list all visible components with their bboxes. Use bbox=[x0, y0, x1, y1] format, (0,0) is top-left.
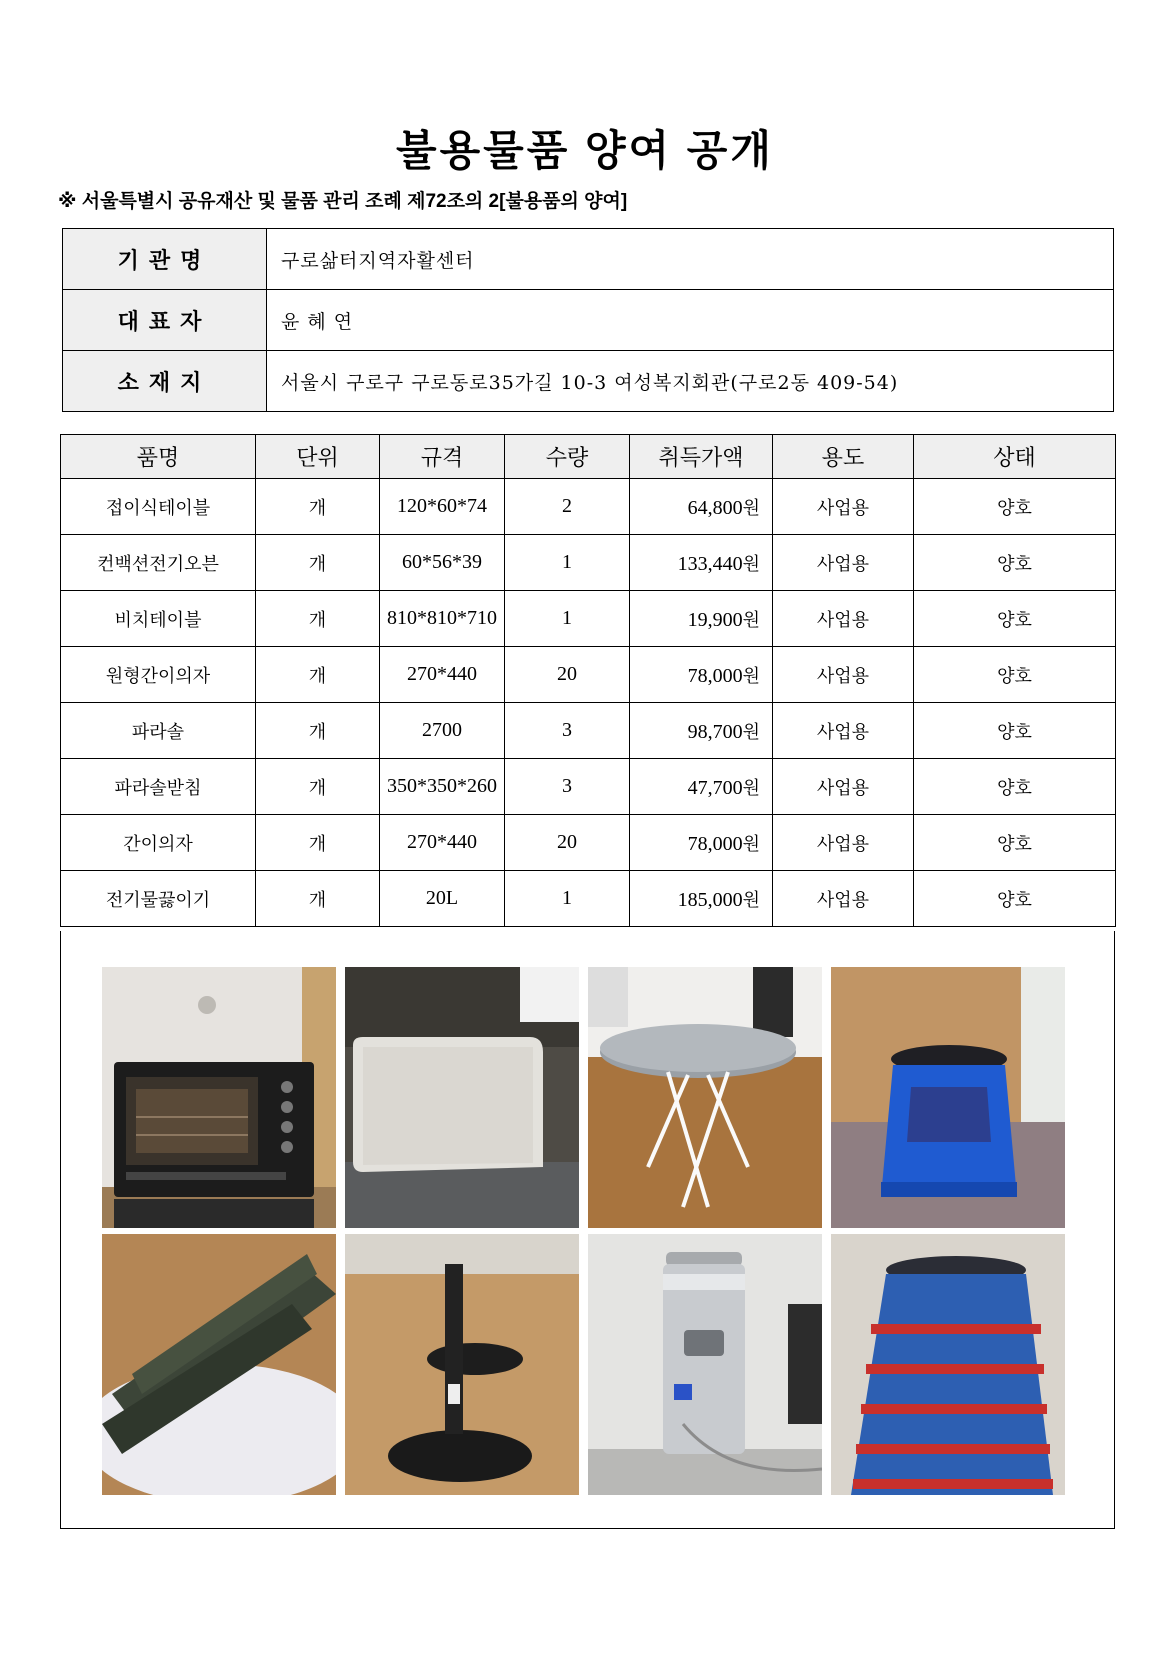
cell-use: 사업용 bbox=[773, 535, 914, 591]
info-label: 소재지 bbox=[63, 351, 267, 412]
photo-water-boiler bbox=[588, 1234, 822, 1495]
photo-parasol-stand bbox=[345, 1234, 579, 1495]
cell-price bbox=[630, 535, 773, 591]
price-currency: 원 bbox=[742, 777, 760, 799]
info-row-representative bbox=[63, 290, 1114, 351]
agency-info-table bbox=[62, 228, 1114, 412]
cell-use: 사업용 bbox=[773, 759, 914, 815]
info-label: 대표자 bbox=[63, 290, 267, 351]
info-value: 윤 혜 연 bbox=[267, 290, 1114, 351]
table-row bbox=[61, 871, 1116, 927]
cell-spec: 270*440 bbox=[380, 647, 505, 703]
price-currency: 원 bbox=[742, 609, 760, 631]
price-amount: 78,000 bbox=[687, 832, 743, 855]
cell-use: 사업용 bbox=[773, 871, 914, 927]
cell-spec: 350*350*260 bbox=[380, 759, 505, 815]
price-amount: 47,700 bbox=[687, 776, 743, 799]
cell-qty: 1 bbox=[505, 591, 630, 647]
col-header-price: 취득가액 bbox=[630, 435, 773, 479]
cell-name: 접이식테이블 bbox=[61, 479, 256, 535]
table-row bbox=[61, 815, 1116, 871]
price-amount: 64,800 bbox=[687, 496, 743, 519]
cell-name: 비치테이블 bbox=[61, 591, 256, 647]
cell-spec: 60*56*39 bbox=[380, 535, 505, 591]
col-header-name: 품명 bbox=[61, 435, 256, 479]
cell-unit: 개 bbox=[256, 759, 380, 815]
cell-unit: 개 bbox=[256, 479, 380, 535]
cell-status: 양호 bbox=[914, 535, 1116, 591]
cell-price bbox=[630, 703, 773, 759]
cell-use: 사업용 bbox=[773, 591, 914, 647]
cell-status: 양호 bbox=[914, 591, 1116, 647]
price-amount: 19,900 bbox=[687, 608, 743, 631]
table-row bbox=[61, 535, 1116, 591]
cell-price bbox=[630, 591, 773, 647]
cell-status: 양호 bbox=[914, 479, 1116, 535]
cell-name: 파라솔 bbox=[61, 703, 256, 759]
col-header-qty: 수량 bbox=[505, 435, 630, 479]
price-amount: 185,000 bbox=[677, 888, 743, 911]
cell-qty: 1 bbox=[505, 535, 630, 591]
price-currency: 원 bbox=[742, 889, 760, 911]
price-amount: 133,440 bbox=[677, 552, 743, 575]
cell-spec: 270*440 bbox=[380, 815, 505, 871]
cell-name: 원형간이의자 bbox=[61, 647, 256, 703]
cell-unit: 개 bbox=[256, 703, 380, 759]
col-header-unit: 단위 bbox=[256, 435, 380, 479]
cell-status: 양호 bbox=[914, 647, 1116, 703]
price-currency: 원 bbox=[742, 553, 760, 575]
price-currency: 원 bbox=[742, 721, 760, 743]
photo-folding-table bbox=[345, 967, 579, 1228]
photo-round-beach-table bbox=[588, 967, 822, 1228]
cell-price bbox=[630, 815, 773, 871]
price-currency: 원 bbox=[742, 665, 760, 687]
photo-electric-oven bbox=[102, 967, 336, 1228]
table-row bbox=[61, 703, 1116, 759]
cell-status: 양호 bbox=[914, 703, 1116, 759]
cell-status: 양호 bbox=[914, 815, 1116, 871]
cell-qty: 3 bbox=[505, 759, 630, 815]
cell-qty: 3 bbox=[505, 703, 630, 759]
cell-qty: 20 bbox=[505, 647, 630, 703]
cell-status: 양호 bbox=[914, 759, 1116, 815]
cell-name: 간이의자 bbox=[61, 815, 256, 871]
price-currency: 원 bbox=[742, 833, 760, 855]
header-row bbox=[61, 435, 1116, 479]
legal-note: ※ 서울특별시 공유재산 및 물품 관리 조례 제72조의 2[불용품의 양여] bbox=[58, 191, 628, 212]
cell-name: 전기물끓이기 bbox=[61, 871, 256, 927]
col-header-spec: 규격 bbox=[380, 435, 505, 479]
cell-price bbox=[630, 647, 773, 703]
photo-blue-stool bbox=[831, 967, 1065, 1228]
cell-spec: 810*810*710 bbox=[380, 591, 505, 647]
info-row-address bbox=[63, 351, 1114, 412]
cell-price bbox=[630, 479, 773, 535]
price-amount: 98,700 bbox=[687, 720, 743, 743]
col-header-status: 상태 bbox=[914, 435, 1116, 479]
cell-name: 파라솔받침 bbox=[61, 759, 256, 815]
cell-price bbox=[630, 871, 773, 927]
price-amount: 78,000 bbox=[687, 664, 743, 687]
cell-status: 양호 bbox=[914, 871, 1116, 927]
cell-use: 사업용 bbox=[773, 647, 914, 703]
cell-price bbox=[630, 759, 773, 815]
cell-qty: 20 bbox=[505, 815, 630, 871]
info-row-agency bbox=[63, 229, 1114, 290]
price-currency: 원 bbox=[742, 497, 760, 519]
table-row bbox=[61, 479, 1116, 535]
cell-unit: 개 bbox=[256, 815, 380, 871]
cell-spec: 20L bbox=[380, 871, 505, 927]
table-row bbox=[61, 591, 1116, 647]
cell-unit: 개 bbox=[256, 591, 380, 647]
page-title: 불용물품 양여 공개 bbox=[396, 127, 774, 174]
info-value: 서울시 구로구 구로동로35가길 10-3 여성복지회관(구로2동 409-54) bbox=[267, 351, 1114, 412]
cell-spec: 2700 bbox=[380, 703, 505, 759]
cell-use: 사업용 bbox=[773, 703, 914, 759]
photo-gallery bbox=[60, 931, 1115, 1529]
cell-name: 컨백션전기오븐 bbox=[61, 535, 256, 591]
cell-unit: 개 bbox=[256, 535, 380, 591]
cell-qty: 1 bbox=[505, 871, 630, 927]
cell-use: 사업용 bbox=[773, 815, 914, 871]
cell-unit: 개 bbox=[256, 647, 380, 703]
cell-qty: 2 bbox=[505, 479, 630, 535]
info-label: 기관명 bbox=[63, 229, 267, 290]
cell-spec: 120*60*74 bbox=[380, 479, 505, 535]
info-value: 구로삶터지역자활센터 bbox=[267, 229, 1114, 290]
items-table bbox=[60, 434, 1116, 927]
table-row bbox=[61, 647, 1116, 703]
col-header-use: 용도 bbox=[773, 435, 914, 479]
cell-use: 사업용 bbox=[773, 479, 914, 535]
photo-stacked-stools bbox=[831, 1234, 1065, 1495]
table-row bbox=[61, 759, 1116, 815]
photo-folded-parasol bbox=[102, 1234, 336, 1495]
cell-unit: 개 bbox=[256, 871, 380, 927]
